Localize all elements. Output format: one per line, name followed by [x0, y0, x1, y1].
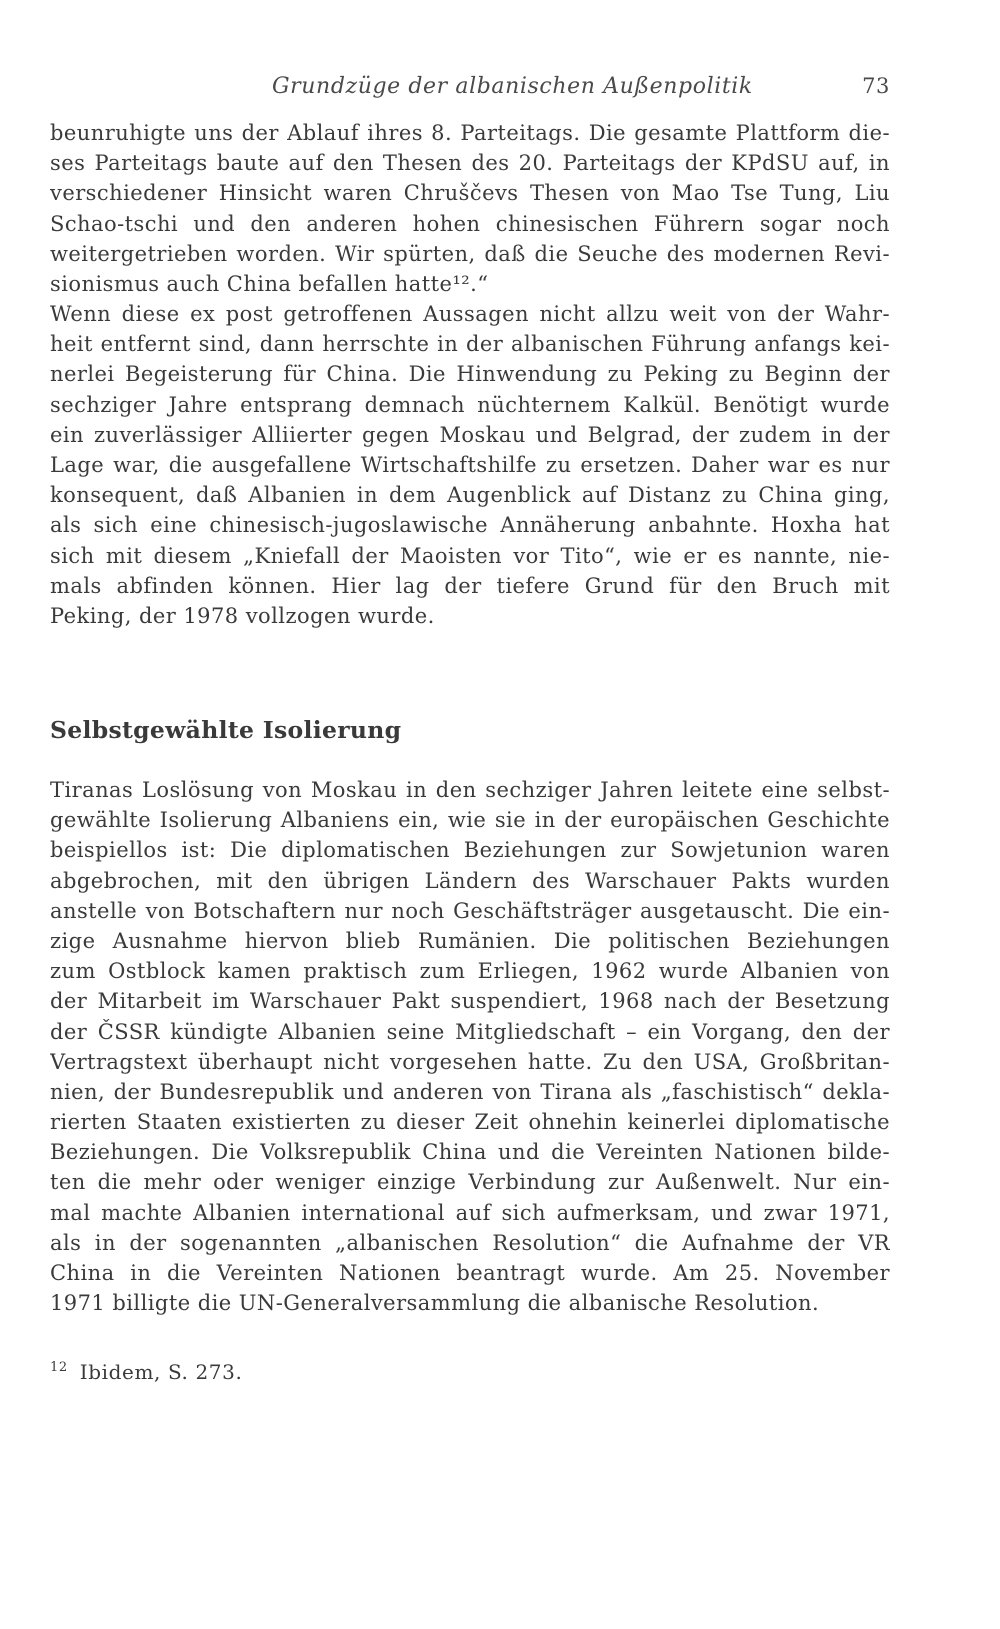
paragraph-analysis: [50, 299, 890, 631]
text-line: sich mit diesem „Kniefall der Maoisten vor Tito“, wie er es nannte, nie-: [50, 543, 890, 568]
text-line: nien, der Bundesrepublik und anderen von Tirana als „faschistisch“ dekla-: [50, 1079, 890, 1104]
text-line: mals abfinden können. Hier lag der tiefere Grund für den Bruch mit: [50, 573, 890, 598]
text-line: Beziehungen. Die Volksrepublik China und die Vereinten Nationen bilde-: [50, 1140, 890, 1165]
text-line: Schao-tschi und den anderen hohen chinesischen Führern sogar noch: [50, 211, 890, 236]
text-line: weitergetrieben worden. Wir spürten, daß die Seuche des modernen Revi-: [50, 241, 890, 266]
text-line: Wenn diese ex post getroffenen Aussagen nicht allzu weit von der Wahr-: [50, 302, 890, 326]
text-line: verschiedener Hinsicht waren Chruščevs Thesen von Mao Tse Tung, Liu: [50, 181, 890, 206]
text-line: China in die Vereinten Nationen beantragt wurde. Am 25. November: [50, 1261, 890, 1285]
paragraph-isolation: [50, 775, 890, 1318]
text-line: als sich eine chinesisch-jugoslawische Annäherung anbahnte. Hoxha hat: [50, 513, 890, 538]
text-line: gewählte Isolierung Albaniens ein, wie sie in der europäischen Geschichte: [50, 808, 890, 833]
text-line: als in der sogenannten „albanischen Resolution“ die Aufnahme der VR: [50, 1230, 890, 1255]
text-line: sechziger Jahre entsprang demnach nüchternem Kalkül. Benötigt wurde: [50, 392, 890, 417]
page-number: 73: [862, 74, 890, 98]
text-line: 1971 billigte die UN-Generalversammlung die albanische Resolution.: [50, 1291, 820, 1316]
text-line: abgebrochen, mit den übrigen Ländern des Warschauer Pakts wurden: [50, 868, 890, 893]
text-line: nerlei Begeisterung für China. Die Hinwendung zu Peking zu Beginn der: [50, 362, 890, 387]
footnote-text: Ibidem, S. 273.: [79, 1360, 243, 1384]
text-line: heit entfernt sind, dann herrschte in der albanischen Führung anfangs kei-: [50, 332, 890, 357]
text-line: rierten Staaten existierten zu dieser Zeit ohnehin keinerlei diplomatische: [50, 1110, 890, 1135]
text-line: zige Ausnahme hiervon blieb Rumänien. Die politischen Beziehungen: [50, 928, 890, 953]
running-header: [50, 74, 890, 108]
text-line: der ČSSR kündigte Albanien seine Mitgliedschaft – ein Vorgang, den der: [50, 1019, 890, 1044]
text-line: Tiranas Loslösung von Moskau in den sechziger Jahren leitete eine selbst-: [50, 778, 890, 802]
text-line: beunruhigte uns der Ablauf ihres 8. Parteitags. Die gesamte Plattform die-: [50, 121, 890, 145]
text-line: konsequent, daß Albanien in dem Augenblick auf Distanz zu China ging,: [50, 483, 890, 508]
text-line: ses Parteitags baute auf den Thesen des 20. Parteitags der KPdSU auf, in: [50, 151, 890, 176]
text-line: Lage war, die ausgefallene Wirtschaftshilfe zu ersetzen. Daher war es nur: [50, 452, 890, 477]
running-title: Grundzüge der albanischen Außenpolitik: [272, 74, 753, 99]
section-heading: Selbstgewählte Isolierung: [50, 716, 402, 744]
text-line: der Mitarbeit im Warschauer Pakt suspendiert, 1968 nach der Besetzung: [50, 989, 890, 1014]
text-line: ten die mehr oder weniger einzige Verbindung zur Außenwelt. Nur ein-: [50, 1170, 890, 1195]
text-line: sionismus auch China befallen hatte¹².“: [50, 271, 489, 296]
text-line: zum Ostblock kamen praktisch zum Erliegen, 1962 wurde Albanien von: [50, 959, 890, 984]
paragraph-continued: [50, 118, 890, 299]
footnote: [50, 1360, 242, 1384]
text-line: beispiellos ist: Die diplomatischen Beziehungen zur Sowjetunion waren: [50, 838, 890, 863]
footnote-marker: 12: [50, 1360, 68, 1375]
text-line: ein zuverlässiger Alliierter gegen Moskau und Belgrad, der zudem in der: [50, 422, 890, 447]
text-line: Peking, der 1978 vollzogen wurde.: [50, 603, 435, 628]
text-line: mal machte Albanien international auf sich aufmerksam, und zwar 1971,: [50, 1200, 890, 1225]
text-line: anstelle von Botschaftern nur noch Geschäftsträger ausgetauscht. Die ein-: [50, 898, 890, 923]
text-line: Vertragstext überhaupt nicht vorgesehen hatte. Zu den USA, Großbritan-: [50, 1049, 890, 1074]
